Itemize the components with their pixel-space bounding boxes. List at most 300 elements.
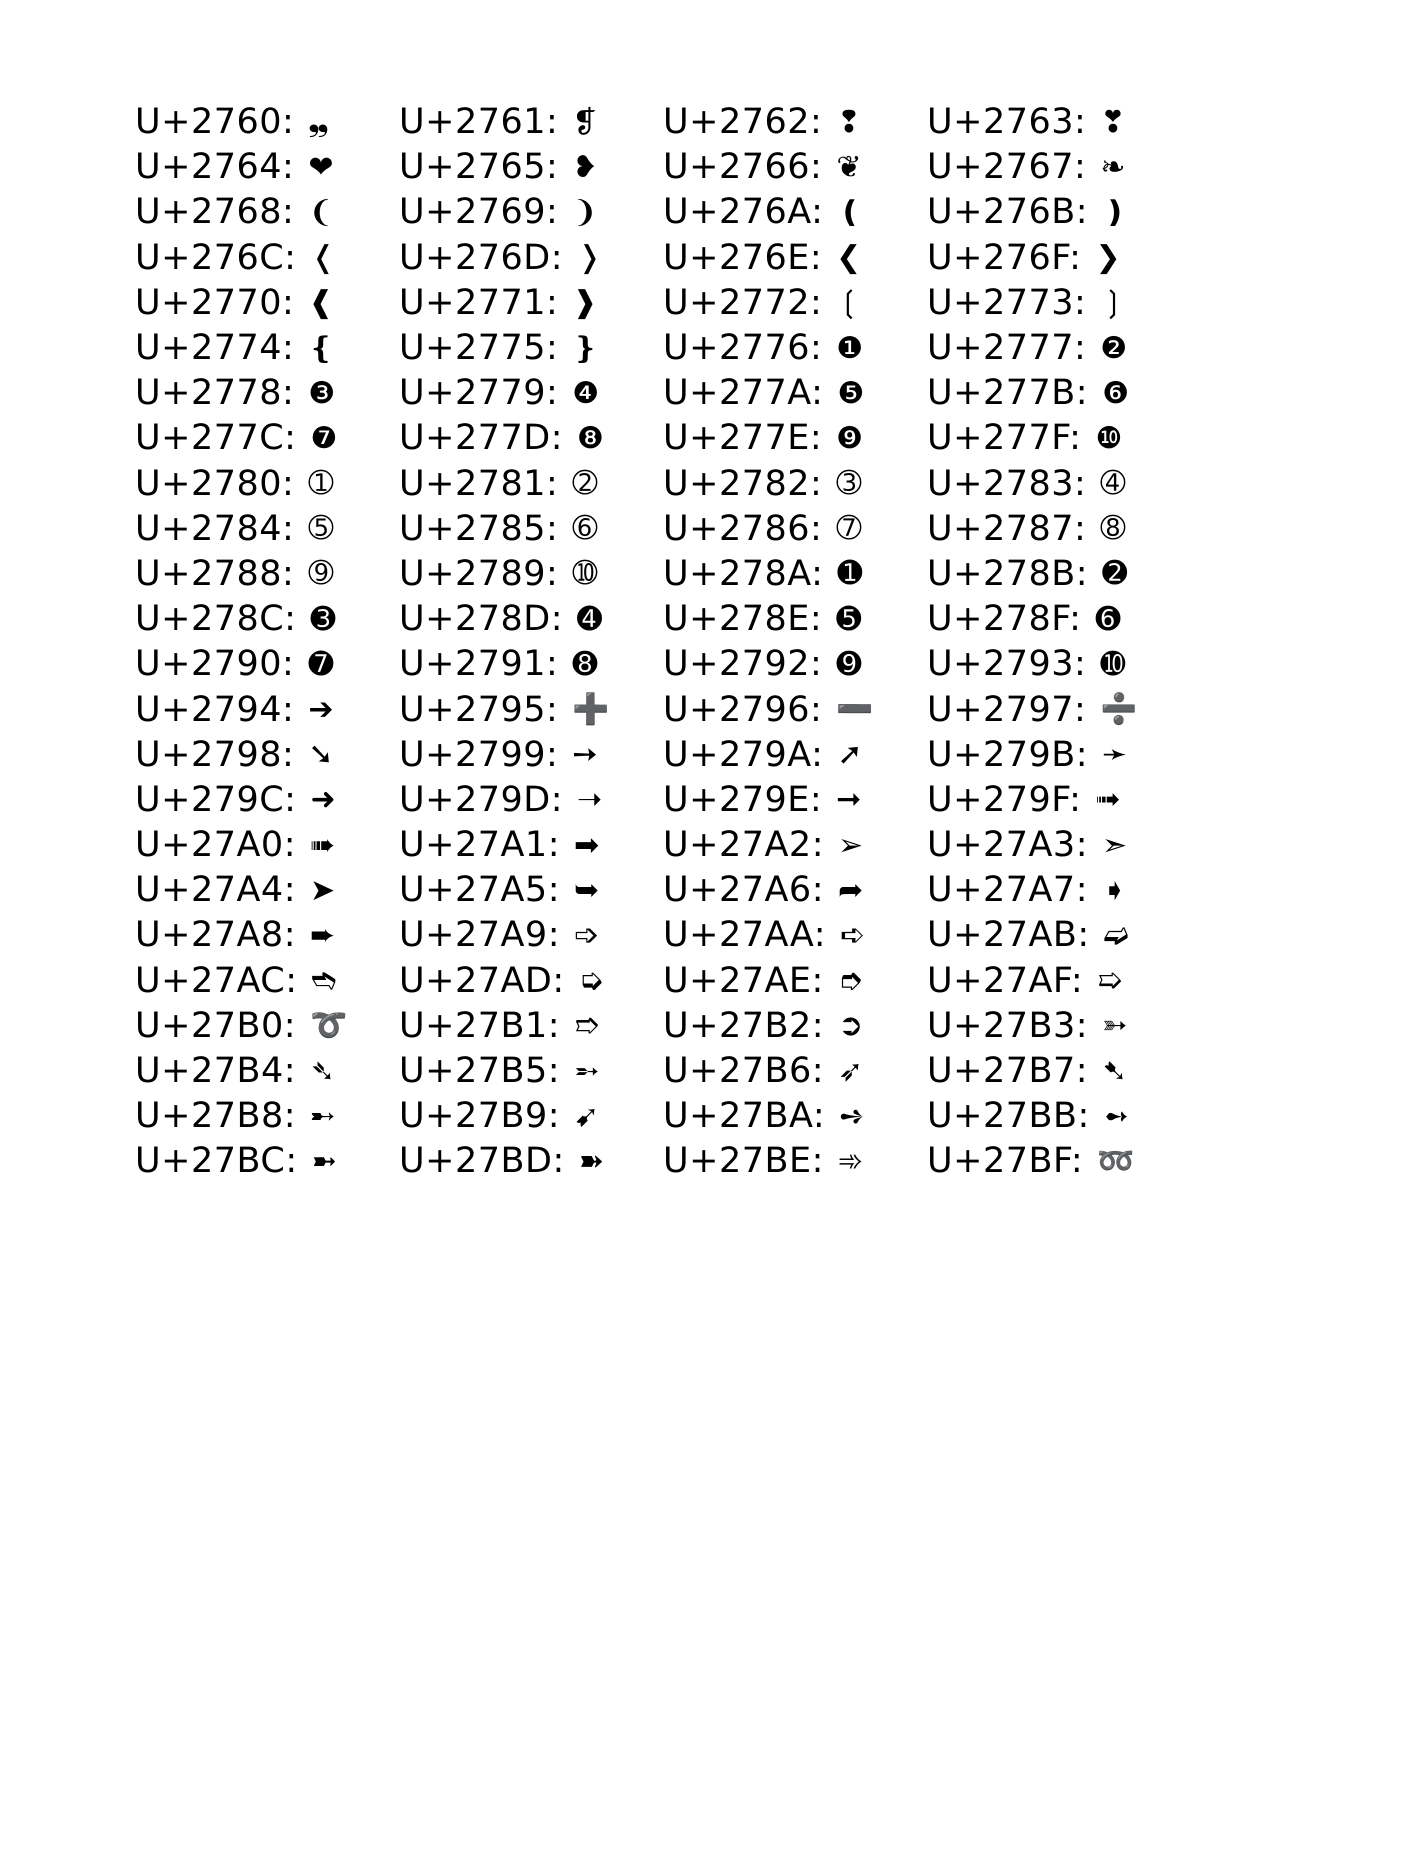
dingbat-glyph: ❻ — [1102, 375, 1129, 411]
codepoint-label: U+276F: — [927, 237, 1082, 278]
glyph-row — [135, 371, 1255, 416]
dingbat-glyph: ❢ — [836, 104, 862, 140]
dingbat-glyph: ❨ — [308, 194, 334, 230]
dingbat-glyph: ❷ — [1100, 330, 1128, 366]
dingbat-glyph: ❲ — [836, 285, 862, 321]
codepoint-label: U+27A1: — [399, 825, 560, 866]
codepoint-label: U+2791: — [399, 644, 559, 685]
dingbat-glyph: ➄ — [308, 511, 334, 547]
dingbat-glyph: ➒ — [836, 646, 862, 682]
glyph-cell — [927, 463, 1191, 504]
glyph-row — [135, 868, 1255, 913]
dingbat-glyph: ❤ — [308, 149, 334, 185]
dingbat-glyph: ➅ — [572, 511, 598, 547]
codepoint-label: U+27B6: — [663, 1051, 825, 1092]
dingbat-glyph: ➬ — [311, 963, 337, 999]
glyph-cell — [663, 553, 927, 594]
codepoint-label: U+27A2: — [663, 825, 824, 866]
glyph-cell — [663, 192, 927, 233]
glyph-row — [135, 145, 1255, 190]
codepoint-label: U+27A6: — [663, 870, 824, 911]
dingbat-glyph: ➑ — [572, 646, 598, 682]
dingbat-glyph: ➭ — [578, 963, 604, 999]
codepoint-label: U+2782: — [663, 463, 823, 504]
glyph-cell — [663, 960, 927, 1001]
codepoint-label: U+2766: — [663, 147, 823, 188]
glyph-row — [135, 733, 1255, 778]
dingbat-glyph: ➹ — [574, 1098, 600, 1134]
glyph-cell — [927, 328, 1191, 369]
dingbat-glyph: ❧ — [1100, 149, 1126, 185]
codepoint-label: U+277D: — [399, 418, 563, 459]
codepoint-label: U+2774: — [135, 328, 295, 369]
dingbat-glyph: ➊ — [837, 556, 863, 592]
dingbat-glyph: ➞ — [836, 782, 862, 818]
dingbat-glyph: ➖ — [836, 692, 874, 728]
dingbat-glyph: ➥ — [573, 872, 600, 908]
dingbat-glyph: ❣ — [1100, 104, 1126, 140]
dingbat-glyph: ➍ — [577, 601, 603, 637]
dingbat-glyph: ➡ — [573, 827, 600, 863]
glyph-cell — [399, 508, 663, 549]
glyph-row — [135, 642, 1255, 687]
codepoint-label: U+279C: — [135, 779, 297, 820]
glyph-cell — [927, 1141, 1191, 1182]
codepoint-label: U+2761: — [399, 102, 559, 143]
dingbat-glyph: ❴ — [308, 330, 334, 366]
glyph-cell — [927, 373, 1191, 414]
glyph-cell — [927, 689, 1191, 730]
codepoint-label: U+27B4: — [135, 1051, 297, 1092]
dingbat-glyph: ➷ — [1102, 1053, 1128, 1089]
glyph-cell — [927, 192, 1191, 233]
codepoint-label: U+2763: — [927, 102, 1087, 143]
codepoint-label: U+276E: — [663, 237, 823, 278]
codepoint-label: U+2770: — [135, 282, 295, 323]
dingbat-glyph: ❸ — [308, 375, 336, 411]
dingbat-glyph: ➩ — [573, 917, 600, 953]
glyph-row — [135, 552, 1255, 597]
dingbat-glyph: ➟ — [1095, 782, 1121, 818]
glyph-table — [135, 100, 1255, 1185]
dingbat-glyph: ➾ — [837, 1143, 864, 1179]
glyph-cell — [927, 418, 1191, 459]
glyph-cell — [135, 463, 399, 504]
glyph-cell — [135, 418, 399, 459]
dingbat-glyph: ➀ — [308, 466, 334, 502]
dingbat-glyph: ➃ — [1100, 466, 1126, 502]
glyph-cell — [663, 418, 927, 459]
glyph-cell — [663, 734, 927, 775]
glyph-row — [135, 416, 1255, 461]
glyph-cell — [399, 553, 663, 594]
codepoint-label: U+27AA: — [663, 915, 827, 956]
codepoint-label: U+2777: — [927, 328, 1087, 369]
dingbat-glyph: ❫ — [1102, 194, 1128, 230]
codepoint-label: U+2795: — [399, 689, 559, 730]
dingbat-glyph: ➔ — [308, 692, 334, 728]
glyph-cell — [135, 870, 399, 911]
dingbat-glyph: ❩ — [572, 194, 598, 230]
glyph-cell — [399, 644, 663, 685]
dingbat-glyph: ➶ — [838, 1053, 864, 1089]
glyph-row — [135, 1094, 1255, 1139]
dingbat-glyph: ➕ — [572, 692, 610, 728]
glyph-cell — [135, 960, 399, 1001]
glyph-cell — [927, 915, 1191, 956]
glyph-cell — [399, 599, 663, 640]
glyph-cell — [399, 147, 663, 188]
glyph-cell — [927, 1096, 1191, 1137]
codepoint-label: U+2764: — [135, 147, 295, 188]
dingbat-glyph: ➁ — [572, 466, 598, 502]
codepoint-label: U+27B2: — [663, 1005, 825, 1046]
glyph-cell — [399, 418, 663, 459]
codepoint-label: U+2794: — [135, 689, 295, 730]
dingbat-glyph: ❼ — [310, 420, 338, 456]
codepoint-label: U+27BA: — [663, 1096, 826, 1137]
dingbat-glyph: ➦ — [837, 872, 864, 908]
codepoint-label: U+279F: — [927, 779, 1082, 820]
codepoint-label: U+2765: — [399, 147, 559, 188]
dingbat-glyph: ➗ — [1100, 692, 1138, 728]
glyph-cell — [663, 1051, 927, 1092]
codepoint-label: U+27B0: — [135, 1005, 297, 1046]
glyph-cell — [927, 282, 1191, 323]
glyph-cell — [399, 282, 663, 323]
glyph-cell — [135, 734, 399, 775]
glyph-row — [135, 190, 1255, 235]
glyph-cell — [399, 463, 663, 504]
dingbat-glyph: ❯ — [1095, 240, 1121, 276]
dingbat-glyph: ❦ — [836, 149, 862, 185]
codepoint-label: U+276D: — [399, 237, 563, 278]
codepoint-label: U+2792: — [663, 644, 823, 685]
dingbat-glyph: ❥ — [572, 149, 598, 185]
dingbat-glyph: ➐ — [308, 646, 334, 682]
dingbat-glyph: ➽ — [578, 1143, 604, 1179]
codepoint-label: U+27AE: — [663, 960, 824, 1001]
glyph-cell — [399, 373, 663, 414]
glyph-cell — [135, 1005, 399, 1046]
dingbat-glyph: ➰ — [310, 1008, 348, 1044]
glyph-cell — [135, 373, 399, 414]
dingbat-glyph: ➠ — [309, 827, 336, 863]
glyph-cell — [135, 1051, 399, 1092]
dingbat-glyph: ➎ — [836, 601, 862, 637]
codepoint-label: U+2799: — [399, 734, 559, 775]
codepoint-label: U+27AF: — [927, 960, 1084, 1001]
glyph-cell — [927, 147, 1191, 188]
glyph-row — [135, 823, 1255, 868]
glyph-cell — [927, 734, 1191, 775]
glyph-cell — [135, 1141, 399, 1182]
codepoint-label: U+27B1: — [399, 1005, 561, 1046]
glyph-cell — [135, 508, 399, 549]
dingbat-glyph: ➙ — [572, 737, 598, 773]
codepoint-label: U+27BB: — [927, 1096, 1090, 1137]
glyph-cell — [663, 870, 927, 911]
codepoint-label: U+27AD: — [399, 960, 565, 1001]
glyph-cell — [927, 870, 1191, 911]
dingbat-glyph: ➸ — [310, 1098, 336, 1134]
dingbat-glyph: ➤ — [309, 872, 336, 908]
glyph-cell — [663, 825, 927, 866]
glyph-cell — [135, 825, 399, 866]
dingbat-glyph: ➈ — [308, 556, 334, 592]
glyph-cell — [927, 825, 1191, 866]
glyph-cell — [135, 599, 399, 640]
codepoint-label: U+2767: — [927, 147, 1087, 188]
dingbat-glyph: ➆ — [836, 511, 862, 547]
dingbat-glyph: ❶ — [836, 330, 864, 366]
glyph-row — [135, 597, 1255, 642]
glyph-cell — [135, 644, 399, 685]
glyph-row — [135, 507, 1255, 552]
codepoint-label: U+277F: — [927, 418, 1082, 459]
codepoint-label: U+2773: — [927, 282, 1087, 323]
dingbat-glyph: ➺ — [839, 1098, 865, 1134]
dingbat-glyph: ➴ — [310, 1053, 336, 1089]
dingbat-glyph: ➱ — [574, 1008, 600, 1044]
glyph-cell — [399, 915, 663, 956]
codepoint-label: U+2789: — [399, 553, 559, 594]
codepoint-label: U+278D: — [399, 599, 563, 640]
codepoint-label: U+27A9: — [399, 915, 560, 956]
codepoint-label: U+27B5: — [399, 1051, 561, 1092]
codepoint-label: U+279E: — [663, 779, 823, 820]
codepoint-label: U+279A: — [663, 734, 824, 775]
glyph-cell — [135, 553, 399, 594]
glyph-cell — [399, 960, 663, 1001]
codepoint-label: U+2798: — [135, 734, 295, 775]
dingbat-glyph: ➇ — [1100, 511, 1126, 547]
codepoint-label: U+2762: — [663, 102, 823, 143]
dingbat-glyph: ➏ — [1095, 601, 1121, 637]
dingbat-glyph: ❡ — [572, 104, 598, 140]
glyph-cell — [927, 644, 1191, 685]
dingbat-glyph: ➨ — [309, 917, 336, 953]
dingbat-glyph: ➉ — [572, 556, 598, 592]
glyph-cell — [399, 734, 663, 775]
codepoint-label: U+27A3: — [927, 825, 1088, 866]
dingbat-glyph: ➌ — [310, 601, 336, 637]
glyph-row — [135, 778, 1255, 823]
glyph-cell — [927, 779, 1191, 820]
codepoint-label: U+2788: — [135, 553, 295, 594]
glyph-row — [135, 462, 1255, 507]
dingbat-glyph: ➫ — [1103, 917, 1129, 953]
dingbat-glyph: ➚ — [837, 737, 863, 773]
glyph-cell — [663, 1141, 927, 1182]
dingbat-glyph: ➳ — [1102, 1008, 1128, 1044]
glyph-cell — [927, 553, 1191, 594]
glyph-cell — [663, 1005, 927, 1046]
codepoint-label: U+2797: — [927, 689, 1087, 730]
dingbat-glyph: ❮ — [836, 240, 862, 276]
codepoint-label: U+2787: — [927, 508, 1087, 549]
dingbat-glyph: ➜ — [310, 782, 336, 818]
glyph-cell — [663, 463, 927, 504]
codepoint-label: U+278F: — [927, 599, 1082, 640]
dingbat-glyph: ❵ — [572, 330, 598, 366]
codepoint-label: U+27BD: — [399, 1141, 565, 1182]
dingbat-glyph: ❠ — [308, 104, 329, 140]
codepoint-label: U+2768: — [135, 192, 295, 233]
glyph-row — [135, 100, 1255, 145]
glyph-cell — [927, 599, 1191, 640]
codepoint-label: U+279B: — [927, 734, 1089, 775]
glyph-cell — [663, 102, 927, 143]
codepoint-label: U+27A8: — [135, 915, 296, 956]
glyph-cell — [663, 779, 927, 820]
glyph-cell — [135, 779, 399, 820]
dingbat-glyph: ➋ — [1102, 556, 1128, 592]
codepoint-label: U+276A: — [663, 192, 824, 233]
codepoint-label: U+27B3: — [927, 1005, 1089, 1046]
glyph-cell — [927, 1051, 1191, 1092]
codepoint-label: U+2781: — [399, 463, 559, 504]
dingbat-glyph: ➓ — [1100, 646, 1126, 682]
codepoint-label: U+2760: — [135, 102, 295, 143]
dingbat-glyph: ➛ — [1102, 737, 1128, 773]
dingbat-glyph: ❿ — [1095, 420, 1123, 456]
dingbat-glyph: ➲ — [838, 1008, 864, 1044]
codepoint-label: U+277B: — [927, 373, 1089, 414]
codepoint-label: U+278E: — [663, 599, 823, 640]
codepoint-label: U+277E: — [663, 418, 823, 459]
codepoint-label: U+278C: — [135, 599, 297, 640]
glyph-cell — [927, 102, 1191, 143]
glyph-cell — [399, 825, 663, 866]
codepoint-label: U+2771: — [399, 282, 559, 323]
dingbat-glyph: ❺ — [837, 375, 865, 411]
glyph-cell — [663, 282, 927, 323]
dingbat-glyph: ➵ — [574, 1053, 600, 1089]
codepoint-label: U+277A: — [663, 373, 824, 414]
glyph-cell — [135, 328, 399, 369]
glyph-cell — [399, 870, 663, 911]
glyph-cell — [927, 237, 1191, 278]
codepoint-label: U+2784: — [135, 508, 295, 549]
codepoint-label: U+2793: — [927, 644, 1087, 685]
dingbat-glyph: ➝ — [577, 782, 603, 818]
glyph-cell — [399, 237, 663, 278]
glyph-cell — [135, 1096, 399, 1137]
glyph-cell — [135, 192, 399, 233]
glyph-row — [135, 326, 1255, 371]
glyph-cell — [399, 328, 663, 369]
codepoint-label: U+27A7: — [927, 870, 1088, 911]
codepoint-label: U+2780: — [135, 463, 295, 504]
dingbat-glyph: ➣ — [1101, 827, 1128, 863]
glyph-cell — [663, 237, 927, 278]
codepoint-label: U+279D: — [399, 779, 563, 820]
dingbat-glyph: ❬ — [310, 240, 336, 276]
codepoint-label: U+2779: — [399, 373, 559, 414]
glyph-cell — [135, 102, 399, 143]
glyph-cell — [399, 1051, 663, 1092]
codepoint-label: U+2778: — [135, 373, 295, 414]
codepoint-label: U+2772: — [663, 282, 823, 323]
codepoint-label: U+27AB: — [927, 915, 1090, 956]
glyph-row — [135, 236, 1255, 281]
codepoint-label: U+277C: — [135, 418, 297, 459]
glyph-row — [135, 913, 1255, 958]
glyph-cell — [135, 689, 399, 730]
codepoint-label: U+2775: — [399, 328, 559, 369]
glyph-cell — [927, 960, 1191, 1001]
dingbat-glyph: ❳ — [1100, 285, 1126, 321]
glyph-cell — [399, 1096, 663, 1137]
glyph-row — [135, 281, 1255, 326]
codepoint-label: U+278B: — [927, 553, 1089, 594]
dingbat-glyph: ➼ — [311, 1143, 337, 1179]
glyph-cell — [135, 282, 399, 323]
dingbat-glyph: ❽ — [577, 420, 604, 456]
dingbat-glyph: ➂ — [836, 466, 862, 502]
glyph-row — [135, 1139, 1255, 1184]
glyph-cell — [663, 599, 927, 640]
glyph-cell — [663, 328, 927, 369]
glyph-cell — [399, 1005, 663, 1046]
glyph-cell — [399, 192, 663, 233]
glyph-row — [135, 1049, 1255, 1094]
dingbat-glyph: ❭ — [577, 240, 603, 276]
dingbat-glyph: ❹ — [572, 375, 600, 411]
codepoint-label: U+27A5: — [399, 870, 560, 911]
codepoint-label: U+2785: — [399, 508, 559, 549]
glyph-cell — [135, 147, 399, 188]
glyph-cell — [663, 147, 927, 188]
dingbat-glyph: ➧ — [1101, 872, 1128, 908]
dingbat-glyph: ➿ — [1097, 1143, 1135, 1179]
dingbat-glyph: ❾ — [836, 420, 864, 456]
codepoint-label: U+278A: — [663, 553, 824, 594]
codepoint-label: U+2769: — [399, 192, 559, 233]
codepoint-label: U+276C: — [135, 237, 297, 278]
glyph-row — [135, 687, 1255, 732]
glyph-cell — [663, 373, 927, 414]
glyph-cell — [663, 508, 927, 549]
dingbat-glyph: ❰ — [308, 285, 334, 321]
dingbat-glyph: ➻ — [1103, 1098, 1129, 1134]
glyph-cell — [663, 915, 927, 956]
glyph-cell — [399, 1141, 663, 1182]
dingbat-glyph: ➯ — [1097, 963, 1123, 999]
glyph-cell — [399, 102, 663, 143]
glyph-cell — [927, 508, 1191, 549]
glyph-cell — [399, 689, 663, 730]
codepoint-label: U+27AC: — [135, 960, 298, 1001]
codepoint-label: U+27BC: — [135, 1141, 298, 1182]
glyph-cell — [135, 915, 399, 956]
codepoint-label: U+2786: — [663, 508, 823, 549]
dingbat-glyph: ❱ — [572, 285, 598, 321]
codepoint-label: U+27BE: — [663, 1141, 824, 1182]
glyph-cell — [399, 779, 663, 820]
dingbat-glyph: ➮ — [837, 963, 863, 999]
dingbat-glyph: ❪ — [837, 194, 863, 230]
codepoint-label: U+27A0: — [135, 825, 296, 866]
glyph-cell — [663, 644, 927, 685]
codepoint-label: U+27BF: — [927, 1141, 1084, 1182]
codepoint-label: U+2790: — [135, 644, 295, 685]
dingbat-glyph: ➪ — [840, 917, 866, 953]
codepoint-label: U+27B9: — [399, 1096, 561, 1137]
codepoint-label: U+2796: — [663, 689, 823, 730]
codepoint-label: U+27B7: — [927, 1051, 1089, 1092]
